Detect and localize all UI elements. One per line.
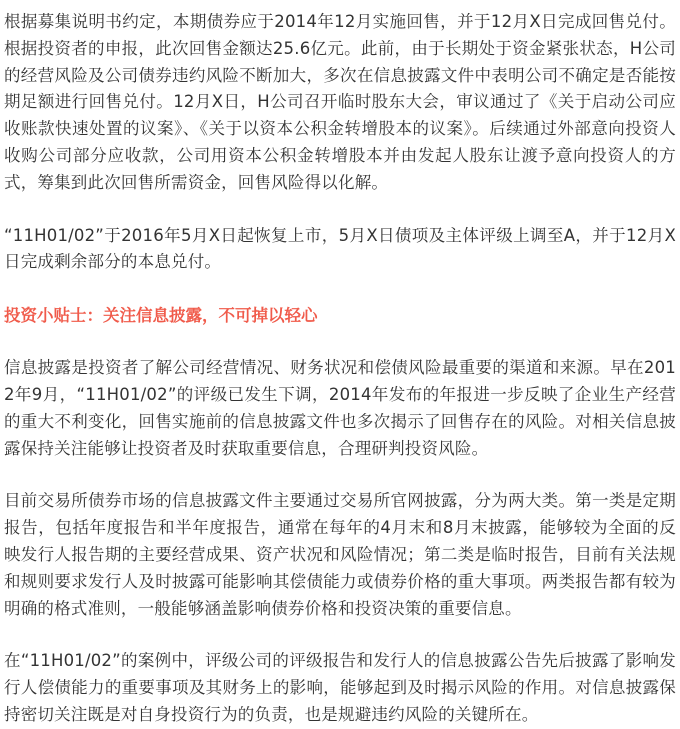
tip-paragraph-disclosure-importance: 信息披露是投资者了解公司经营情况、财务状况和偿债风险最重要的渠道和来源。早在2012年9月，“11H01/02”的评级已发生下调，2014年发布的年报进一步反映了企业生产经营的重大不利变化，回售实施前的信息披露文件也多次揭示了回售存在的风险。对相关信息披露保持关注能够让投资者及时获取重要信息，合理研判投资风险。 [4,358,676,458]
tip-paragraph-disclosure-types: 目前交易所债券市场的信息披露文件主要通过交易所官网披露，分为两大类。第一类是定期报告，包括年度报告和半年度报告，通常在每年的4月末和8月末披露，能够较为全面的反映发行人报告期的主要经营成果、资产状况和风险情况；第二类是临时报告，目前有关法规和规则要求发行人及时披露可能影响其偿债能力或债券价格的重大事项。两类报告都有较为明确的格式准则，一般能够涵盖影响债券价格和投资决策的重要信息。 [4,491,676,618]
investor-tip-heading: 投资小贴士：关注信息披露，不可掉以轻心 [4,306,318,326]
case-paragraph-relisting: “11H01/02”于2016年5月X日起恢复上市，5月X日债项及主体评级上调至A，并于12月X日完成剩余部分的本息兑付。 [4,225,676,272]
case-paragraph-put-redemption: 根据募集说明书约定，本期债券应于2014年12月实施回售，并于12月X日完成回售兑付。根据投资者的申报，此次回售金额达25.6亿元。此前，由于长期处于资金紧张状态，H公司的经营风险及公司债券违约风险不断加大，多次在信息披露文件中表明公司不确定是否能按期足额进行回售兑付。12月X日，H公司召开临时股东大会，审议通过了《关于启动公司应收账款快速处置的议案》、《关于以资本公积金转增股本的议案》。后续通过外部意向投资人收购公司部分应收款，公司用资本公积金转增股本并由发起人股东让渡予意向投资人的方式，筹集到此次回售所需资金，回售风险得以化解。 [4,12,676,192]
tip-paragraph-case-conclusion: 在“11H01/02”的案例中，评级公司的评级报告和发行人的信息披露公告先后披露了影响发行人偿债能力的重要事项及其财务上的影响，能够起到及时揭示风险的作用。对信息披露保持密切关注既是对自身投资行为的负责，也是规避违约风险的关键所在。 [4,651,676,724]
article [0,9,680,729]
